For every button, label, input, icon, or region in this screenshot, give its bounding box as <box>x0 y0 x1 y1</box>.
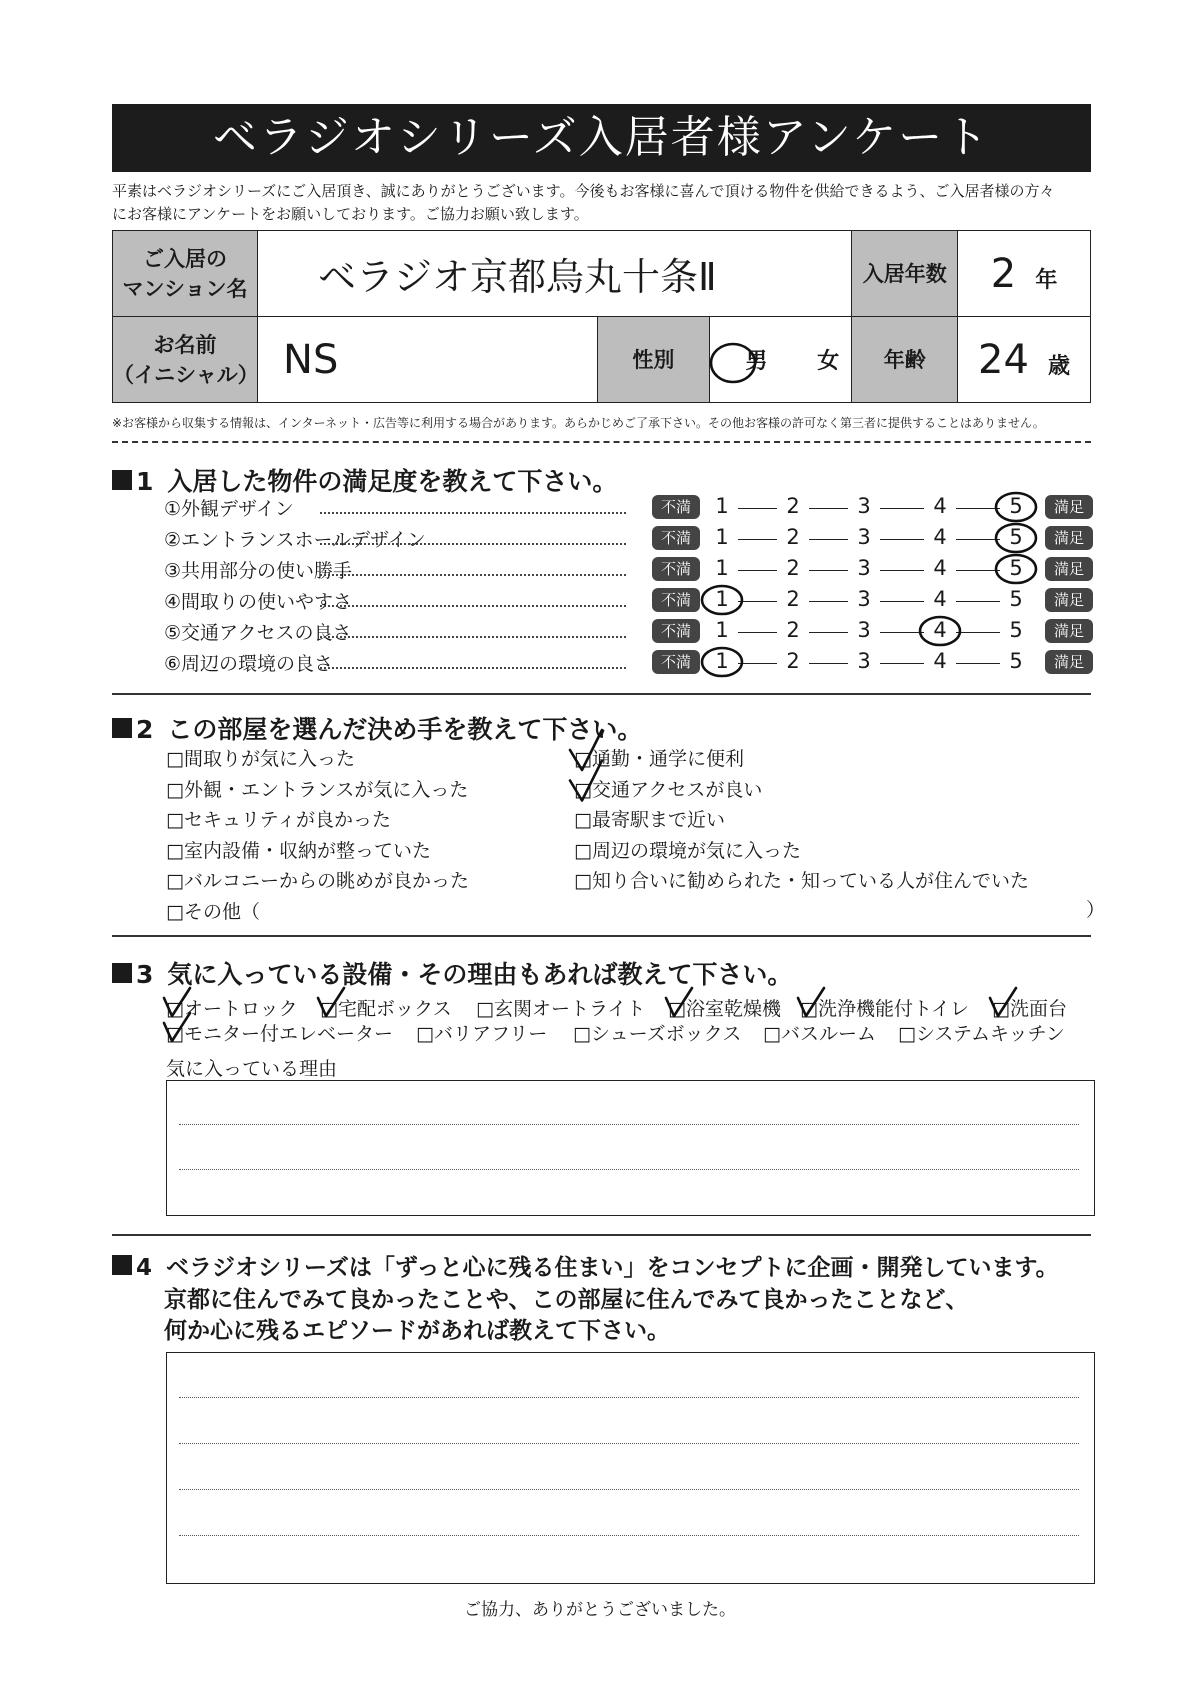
reason-option[interactable]: □セキュリティが良かった <box>166 809 392 831</box>
badge-satisfied: 満足 <box>1045 619 1093 643</box>
section-1-heading <box>112 462 617 498</box>
leader-dots <box>320 667 626 669</box>
reason-option[interactable]: □バルコニーからの眺めが良かった <box>166 870 469 892</box>
scale-option-1[interactable]: 1 <box>715 618 729 642</box>
section-bullet-icon <box>112 470 132 490</box>
writing-line <box>179 1535 1079 1536</box>
satisfaction-item-label: ②エントランスホールデザイン <box>164 529 426 551</box>
mansion-label-line1: ご入居の <box>143 245 227 271</box>
divider <box>112 1234 1091 1236</box>
leader-dots <box>320 636 626 638</box>
gender-female[interactable]: 女 <box>817 348 840 374</box>
age-label: 年齢 <box>852 317 958 403</box>
age-unit: 歳 <box>1048 352 1071 379</box>
divider <box>112 935 1091 937</box>
scale-option-5[interactable]: 5 <box>1009 649 1023 673</box>
equipment-option[interactable]: □宅配ボックス <box>320 998 452 1020</box>
scale-option-5[interactable]: 5 <box>1009 494 1023 518</box>
equipment-option[interactable]: □バスルーム <box>763 1023 876 1045</box>
intro-line-1: 平素はベラジオシリーズにご入居頂き、誠にありがとうございます。今後もお客様に喜んで頂ける物件を供給できるよう、ご入居者様の方々 <box>112 182 1055 200</box>
scale-option-1[interactable]: 1 <box>715 649 729 673</box>
scale-dash <box>880 570 924 571</box>
years-field[interactable] <box>958 231 1091 317</box>
scale-dash <box>738 663 777 664</box>
writing-line <box>179 1397 1079 1398</box>
scale-dash <box>956 539 1000 540</box>
equipment-option[interactable]: □洗面台 <box>992 998 1067 1020</box>
scale-dash <box>809 663 848 664</box>
gender-label: 性別 <box>598 317 709 403</box>
scale-dash <box>956 508 1000 509</box>
scale-option-4[interactable]: 4 <box>933 587 947 611</box>
age-field[interactable] <box>958 317 1091 403</box>
name-label-line1: お名前 <box>153 331 217 357</box>
section-bullet-icon <box>112 1255 132 1275</box>
reason-option[interactable]: □最寄駅まで近い <box>574 809 725 831</box>
other-close-paren: ） <box>1086 899 1106 921</box>
name-label <box>113 317 258 403</box>
leader-dots <box>320 543 626 545</box>
info-table <box>112 230 1091 403</box>
gender-field[interactable] <box>709 317 852 403</box>
scale-option-5[interactable]: 5 <box>1009 587 1023 611</box>
badge-dissatisfied: 不満 <box>652 526 700 550</box>
equipment-option[interactable]: □モニター付エレベーター <box>166 1023 393 1045</box>
section-4-line-3: 何か心に残るエピソードがあれば教えて下さい。 <box>164 1317 670 1344</box>
reason-option[interactable]: □その他（ <box>166 900 260 923</box>
leader-dots <box>320 605 626 607</box>
scale-option-4[interactable]: 4 <box>933 649 947 673</box>
divider <box>112 693 1091 695</box>
mansion-value: ベラジオ京都烏丸十条Ⅱ <box>318 255 717 299</box>
scale-option-3[interactable]: 3 <box>857 494 871 518</box>
equipment-option[interactable]: □玄関オートライト <box>476 998 646 1020</box>
privacy-note: ※お客様から収集する情報は、インターネット・広告等に利用する場合があります。あらかじめご了承下さい。その他お客様の許可なく第三者に提供することはありません。 <box>112 416 1045 430</box>
reason-option[interactable]: □室内設備・収納が整っていた <box>166 839 431 862</box>
leader-dots <box>320 512 626 514</box>
scale-option-2[interactable]: 2 <box>786 494 800 518</box>
scale-dash <box>880 663 924 664</box>
mansion-label-line2: マンション名 <box>122 275 248 301</box>
badge-dissatisfied: 不満 <box>652 495 700 519</box>
scale-option-4[interactable]: 4 <box>933 494 947 518</box>
equipment-option[interactable]: □シューズボックス <box>573 1023 742 1045</box>
section-3-heading <box>112 955 792 991</box>
section-4-number: 4 <box>136 1255 153 1281</box>
section-3-title: 気に入っている設備・その理由もあれば教えて下さい。 <box>167 960 793 989</box>
satisfaction-item-label: ①外観デザイン <box>164 498 294 520</box>
scale-dash <box>809 601 848 602</box>
satisfaction-item-label: ⑤交通アクセスの良さ <box>164 622 352 644</box>
reason-option[interactable]: □外観・エントランスが気に入った <box>166 778 469 801</box>
scale-dash <box>738 570 777 571</box>
reason-option[interactable]: □通勤・通学に便利 <box>574 748 744 770</box>
scale-option-1[interactable]: 1 <box>715 587 729 611</box>
badge-dissatisfied: 不満 <box>652 650 700 674</box>
section-2-heading <box>112 710 642 746</box>
equipment-option[interactable]: □オートロック <box>166 998 298 1020</box>
scale-option-2[interactable]: 2 <box>786 649 800 673</box>
reason-option[interactable]: □交通アクセスが良い <box>574 778 763 801</box>
scale-option-4[interactable]: 4 <box>933 618 947 642</box>
satisfaction-item-label: ⑥周辺の環境の良さ <box>164 653 334 675</box>
gender-male[interactable]: 男 <box>745 348 768 374</box>
years-value: 2 <box>990 250 1017 297</box>
badge-dissatisfied: 不満 <box>652 588 700 612</box>
section-1-number: 1 <box>136 467 154 496</box>
scale-option-3[interactable]: 3 <box>857 618 871 642</box>
badge-satisfied: 満足 <box>1045 526 1093 550</box>
writing-line <box>179 1489 1079 1490</box>
scale-dash <box>809 539 848 540</box>
footer-thanks: ご協力、ありがとうございました。 <box>464 1600 736 1620</box>
divider-dotted <box>112 441 1091 443</box>
scale-option-1[interactable]: 1 <box>715 494 729 518</box>
section-bullet-icon <box>112 963 132 983</box>
writing-line <box>179 1124 1079 1125</box>
equipment-option[interactable]: □洗浄機能付トイレ <box>800 998 970 1020</box>
name-field[interactable] <box>258 317 598 403</box>
years-unit: 年 <box>1035 266 1058 293</box>
leader-dots <box>320 574 626 576</box>
badge-satisfied: 満足 <box>1045 495 1093 519</box>
scale-option-1[interactable]: 1 <box>715 525 729 549</box>
intro-line-2: にお客様にアンケートをお願いしております。ご協力お願い致します。 <box>112 205 589 223</box>
scale-dash <box>809 508 848 509</box>
reason-option[interactable]: □知り合いに勧められた・知っている人が住んでいた <box>574 870 1029 892</box>
badge-dissatisfied: 不満 <box>652 619 700 643</box>
scale-dash <box>956 601 1000 602</box>
name-value: NS <box>283 336 339 383</box>
section-4-line-1: ベラジオシリーズは「ずっと心に残る住まい」をコンセプトに企画・開発しています。 <box>166 1254 1059 1281</box>
scale-dash <box>880 508 924 509</box>
scale-dash <box>956 632 1000 633</box>
scale-dash <box>738 508 777 509</box>
writing-line <box>179 1169 1079 1170</box>
scale-option-3[interactable]: 3 <box>857 587 871 611</box>
intro-text <box>112 180 1102 226</box>
reason-textarea[interactable] <box>166 1080 1095 1216</box>
scale-option-3[interactable]: 3 <box>857 649 871 673</box>
scale-option-2[interactable]: 2 <box>786 556 800 580</box>
mansion-label <box>113 231 258 317</box>
section-1-title: 入居した物件の満足度を教えて下さい。 <box>167 467 618 496</box>
equipment-option[interactable]: □システムキッチン <box>898 1023 1065 1045</box>
reason-option[interactable]: □間取りが気に入った <box>166 748 355 770</box>
equipment-option[interactable]: □バリアフリー <box>416 1023 548 1045</box>
reason-label: 気に入っている理由 <box>166 1058 338 1080</box>
scale-option-2[interactable]: 2 <box>786 525 800 549</box>
satisfaction-item-label: ③共用部分の使い勝手 <box>164 560 353 582</box>
scale-dash <box>880 632 924 633</box>
scale-dash <box>809 632 848 633</box>
scale-dash <box>956 570 1000 571</box>
badge-dissatisfied: 不満 <box>652 557 700 581</box>
scale-option-5[interactable]: 5 <box>1009 525 1023 549</box>
scale-option-1[interactable]: 1 <box>715 556 729 580</box>
scale-option-5[interactable]: 5 <box>1009 618 1023 642</box>
scale-option-2[interactable]: 2 <box>786 618 800 642</box>
scale-dash <box>738 601 777 602</box>
years-label: 入居年数 <box>852 231 958 317</box>
section-3-number: 3 <box>136 960 154 989</box>
badge-satisfied: 満足 <box>1045 557 1093 581</box>
scale-dash <box>738 539 777 540</box>
scale-dash <box>738 632 777 633</box>
episode-textarea[interactable] <box>166 1352 1095 1584</box>
reason-option[interactable]: □周辺の環境が気に入った <box>574 839 801 862</box>
section-2-title: この部屋を選んだ決め手を教えて下さい。 <box>167 715 643 744</box>
name-label-line2: （イニシャル） <box>113 361 259 387</box>
satisfaction-item-label: ④間取りの使いやすさ <box>164 591 353 613</box>
section-4-line-2: 京都に住んでみて良かったことや、この部屋に住んでみて良かったことなど、 <box>164 1286 969 1313</box>
badge-satisfied: 満足 <box>1045 650 1093 674</box>
scale-dash <box>880 539 924 540</box>
page-title: ベラジオシリーズ入居者様アンケート <box>112 104 1091 172</box>
section-2-number: 2 <box>136 715 154 744</box>
scale-option-4[interactable]: 4 <box>933 556 947 580</box>
scale-dash <box>809 570 848 571</box>
section-bullet-icon <box>112 718 132 738</box>
writing-line <box>179 1443 1079 1444</box>
scale-dash <box>880 601 924 602</box>
equipment-option[interactable]: □浴室乾燥機 <box>668 998 781 1020</box>
scale-option-2[interactable]: 2 <box>786 587 800 611</box>
scale-option-5[interactable]: 5 <box>1009 556 1023 580</box>
badge-satisfied: 満足 <box>1045 588 1093 612</box>
scale-dash <box>956 663 1000 664</box>
section-4-heading <box>112 1252 1059 1346</box>
scale-option-3[interactable]: 3 <box>857 556 871 580</box>
mansion-field[interactable] <box>258 231 852 317</box>
age-value: 24 <box>978 336 1029 383</box>
scale-option-4[interactable]: 4 <box>933 525 947 549</box>
scale-option-3[interactable]: 3 <box>857 525 871 549</box>
